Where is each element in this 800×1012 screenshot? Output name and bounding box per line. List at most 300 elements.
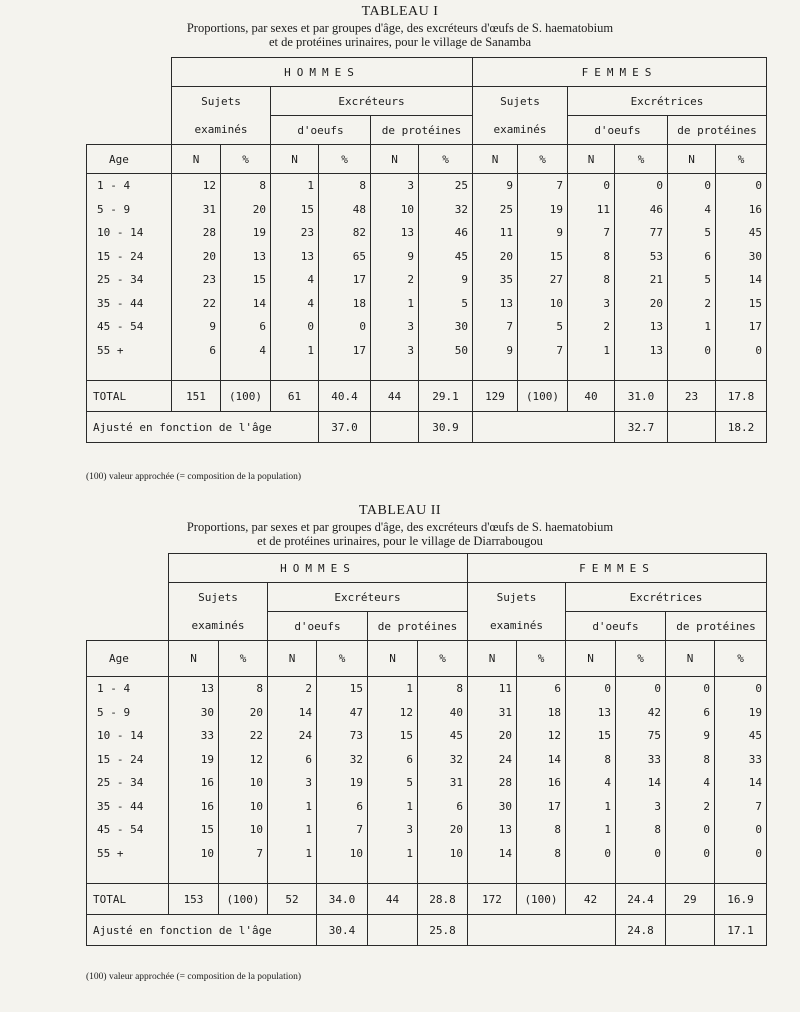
table-2-note: (100) valeur approchée (= composition de la population) [86, 972, 302, 982]
table-row [87, 174, 767, 198]
total-value: 24.4 [616, 884, 666, 915]
value-cell: 4 [271, 268, 319, 292]
value-cell: 10 [219, 818, 268, 842]
value-cell: 1 [268, 795, 317, 819]
adjusted-value: 25.8 [418, 915, 468, 946]
total-value: 172 [468, 884, 517, 915]
value-cell: 2 [668, 292, 716, 316]
table-1-caption-line-1: Proportions, par sexes et par groupes d'âge, des excréteurs d'œufs de S. haematobium [186, 21, 614, 35]
value-cell: 13 [615, 339, 668, 363]
value-cell: 3 [268, 771, 317, 795]
table-row [87, 748, 767, 772]
col-pct: % [221, 145, 271, 174]
value-cell: 73 [317, 724, 368, 748]
oeufs-header: d'oeufs [271, 116, 371, 145]
value-cell: 28 [468, 771, 517, 795]
age-group-cell: 10 - 14 [87, 724, 169, 748]
total-label: TOTAL [87, 381, 172, 412]
value-cell: 9 [518, 221, 568, 245]
table-2 [86, 553, 767, 946]
value-cell: 5 [368, 771, 418, 795]
value-cell: 9 [371, 245, 419, 269]
value-cell: 32 [418, 748, 468, 772]
value-cell: 3 [371, 315, 419, 339]
total-value: 31.0 [615, 381, 668, 412]
adjusted-value: 32.7 [615, 412, 668, 443]
value-cell: 11 [568, 198, 615, 222]
value-cell: 2 [666, 795, 715, 819]
value-cell: 0 [715, 677, 767, 701]
adjusted-value: 24.8 [616, 915, 666, 946]
value-cell: 30 [419, 315, 473, 339]
value-cell: 45 [715, 724, 767, 748]
value-cell: 5 [668, 268, 716, 292]
value-cell: 20 [172, 245, 221, 269]
age-group-cell: 5 - 9 [87, 198, 172, 222]
col-pct: % [418, 641, 468, 677]
value-cell: 0 [715, 842, 767, 866]
col-pct: % [518, 145, 568, 174]
col-age: Age [87, 641, 169, 677]
excretrices-header: Excrétrices [566, 583, 767, 612]
value-cell: 25 [473, 198, 518, 222]
table-row [87, 198, 767, 222]
sujets-header: Sujets [172, 87, 271, 116]
total-value: (100) [221, 381, 271, 412]
col-pct: % [317, 641, 368, 677]
value-cell: 0 [668, 174, 716, 198]
table-row [87, 292, 767, 316]
value-cell: 30 [716, 245, 767, 269]
adjusted-row [87, 915, 767, 946]
table-row [87, 315, 767, 339]
value-cell: 17 [319, 339, 371, 363]
total-value: (100) [517, 884, 566, 915]
table-row [87, 339, 767, 363]
age-group-cell: 1 - 4 [87, 174, 172, 198]
value-cell: 10 [219, 795, 268, 819]
age-group-cell: 25 - 34 [87, 771, 169, 795]
total-value: 153 [169, 884, 219, 915]
total-value: 40.4 [319, 381, 371, 412]
table-2-body [87, 677, 767, 866]
total-value: 151 [172, 381, 221, 412]
value-cell: 7 [219, 842, 268, 866]
value-cell: 13 [271, 245, 319, 269]
table-row [87, 842, 767, 866]
value-cell: 46 [615, 198, 668, 222]
excretrices-header: Excrétrices [568, 87, 767, 116]
value-cell: 19 [518, 198, 568, 222]
value-cell: 3 [568, 292, 615, 316]
examines-header-f: examinés [473, 116, 568, 145]
value-cell: 9 [473, 174, 518, 198]
age-group-cell: 25 - 34 [87, 268, 172, 292]
table-2-caption-line-2: et de protéines urinaires, pour le village de Diarrabougou [257, 534, 543, 548]
value-cell: 4 [221, 339, 271, 363]
table-1-title: TABLEAU I [361, 4, 439, 19]
value-cell: 30 [468, 795, 517, 819]
total-row [87, 381, 767, 412]
value-cell: 40 [418, 701, 468, 725]
value-cell: 14 [716, 268, 767, 292]
value-cell: 8 [568, 268, 615, 292]
value-cell: 20 [221, 198, 271, 222]
total-value: 16.9 [715, 884, 767, 915]
col-pct: % [715, 641, 767, 677]
value-cell: 46 [419, 221, 473, 245]
value-cell: 0 [716, 174, 767, 198]
col-n: N [568, 145, 615, 174]
total-value: 44 [371, 381, 419, 412]
value-cell: 5 [518, 315, 568, 339]
value-cell: 2 [268, 677, 317, 701]
value-cell: 11 [468, 677, 517, 701]
value-cell: 8 [418, 677, 468, 701]
age-group-cell: 5 - 9 [87, 701, 169, 725]
value-cell: 1 [668, 315, 716, 339]
value-cell: 32 [317, 748, 368, 772]
value-cell: 65 [319, 245, 371, 269]
value-cell: 0 [666, 677, 715, 701]
value-cell: 15 [518, 245, 568, 269]
value-cell: 0 [715, 818, 767, 842]
value-cell: 8 [666, 748, 715, 772]
total-value: 29.1 [419, 381, 473, 412]
adjusted-row [87, 412, 767, 443]
value-cell: 24 [268, 724, 317, 748]
table-row [87, 795, 767, 819]
age-group-cell: 45 - 54 [87, 818, 169, 842]
total-value: 42 [566, 884, 616, 915]
adjusted-value: 30.9 [419, 412, 473, 443]
col-n: N [473, 145, 518, 174]
value-cell: 12 [517, 724, 566, 748]
col-n: N [169, 641, 219, 677]
value-cell: 31 [172, 198, 221, 222]
table-row [87, 677, 767, 701]
table-row [87, 221, 767, 245]
col-n: N [172, 145, 221, 174]
value-cell: 23 [271, 221, 319, 245]
value-cell: 6 [268, 748, 317, 772]
value-cell: 15 [317, 677, 368, 701]
value-cell: 15 [271, 198, 319, 222]
col-pct: % [319, 145, 371, 174]
table-row [87, 268, 767, 292]
value-cell: 15 [566, 724, 616, 748]
col-n: N [268, 641, 317, 677]
value-cell: 75 [616, 724, 666, 748]
value-cell: 8 [517, 818, 566, 842]
value-cell: 7 [518, 339, 568, 363]
value-cell: 10 [317, 842, 368, 866]
col-pct: % [419, 145, 473, 174]
value-cell: 11 [473, 221, 518, 245]
col-n: N [271, 145, 319, 174]
value-cell: 1 [566, 818, 616, 842]
table-row [87, 245, 767, 269]
table-1-note: (100) valeur approchée (= composition de la population) [86, 472, 302, 482]
table-2-caption-line-1: Proportions, par sexes et par groupes d'âge, des excréteurs d'œufs de S. haematobium [186, 520, 614, 534]
proteines-header-f: de protéines [668, 116, 767, 145]
value-cell: 10 [169, 842, 219, 866]
value-cell: 45 [716, 221, 767, 245]
value-cell: 1 [368, 842, 418, 866]
value-cell: 16 [169, 795, 219, 819]
total-value: 29 [666, 884, 715, 915]
value-cell: 9 [473, 339, 518, 363]
value-cell: 19 [317, 771, 368, 795]
table-1 [86, 57, 767, 443]
table-row [87, 818, 767, 842]
value-cell: 8 [517, 842, 566, 866]
value-cell: 13 [566, 701, 616, 725]
value-cell: 13 [169, 677, 219, 701]
value-cell: 22 [172, 292, 221, 316]
value-cell: 10 [518, 292, 568, 316]
value-cell: 28 [172, 221, 221, 245]
value-cell: 53 [615, 245, 668, 269]
value-cell: 45 [418, 724, 468, 748]
value-cell: 4 [271, 292, 319, 316]
value-cell: 6 [172, 339, 221, 363]
age-group-cell: 35 - 44 [87, 795, 169, 819]
value-cell: 1 [368, 677, 418, 701]
adjusted-value: 30.4 [317, 915, 368, 946]
value-cell: 0 [568, 174, 615, 198]
proteines-header-f: de protéines [666, 612, 767, 641]
value-cell: 7 [715, 795, 767, 819]
value-cell: 13 [468, 818, 517, 842]
value-cell: 6 [517, 677, 566, 701]
value-cell: 7 [568, 221, 615, 245]
value-cell: 5 [668, 221, 716, 245]
value-cell: 14 [616, 771, 666, 795]
value-cell: 4 [666, 771, 715, 795]
value-cell: 25 [419, 174, 473, 198]
age-group-cell: 45 - 54 [87, 315, 172, 339]
value-cell: 24 [468, 748, 517, 772]
value-cell: 0 [666, 842, 715, 866]
value-cell: 6 [221, 315, 271, 339]
value-cell: 1 [268, 818, 317, 842]
value-cell: 13 [615, 315, 668, 339]
col-pct: % [517, 641, 566, 677]
value-cell: 20 [473, 245, 518, 269]
value-cell: 20 [418, 818, 468, 842]
col-pct: % [616, 641, 666, 677]
value-cell: 50 [419, 339, 473, 363]
value-cell: 3 [371, 339, 419, 363]
value-cell: 27 [518, 268, 568, 292]
value-cell: 12 [219, 748, 268, 772]
total-value: 52 [268, 884, 317, 915]
femmes-header: FEMMES [473, 58, 767, 87]
age-group-cell: 55 + [87, 842, 169, 866]
table-1-caption-line-2: et de protéines urinaires, pour le village de Sanamba [268, 35, 532, 49]
total-row [87, 884, 767, 915]
value-cell: 10 [418, 842, 468, 866]
value-cell: 30 [169, 701, 219, 725]
total-value: 17.8 [716, 381, 767, 412]
value-cell: 0 [666, 818, 715, 842]
total-value: 34.0 [317, 884, 368, 915]
value-cell: 9 [172, 315, 221, 339]
value-cell: 3 [616, 795, 666, 819]
value-cell: 1 [271, 174, 319, 198]
value-cell: 47 [317, 701, 368, 725]
value-cell: 16 [517, 771, 566, 795]
col-age: Age [87, 145, 172, 174]
value-cell: 20 [468, 724, 517, 748]
proteines-header: de protéines [371, 116, 473, 145]
value-cell: 31 [468, 701, 517, 725]
col-n: N [566, 641, 616, 677]
hommes-header: HOMMES [172, 58, 473, 87]
value-cell: 0 [668, 339, 716, 363]
femmes-header: FEMMES [468, 554, 767, 583]
value-cell: 10 [371, 198, 419, 222]
total-value: 61 [271, 381, 319, 412]
value-cell: 0 [271, 315, 319, 339]
value-cell: 22 [219, 724, 268, 748]
value-cell: 0 [616, 842, 666, 866]
table-2-title: TABLEAU II [358, 503, 442, 518]
age-group-cell: 35 - 44 [87, 292, 172, 316]
value-cell: 17 [517, 795, 566, 819]
value-cell: 3 [371, 174, 419, 198]
value-cell: 6 [666, 701, 715, 725]
value-cell: 0 [566, 842, 616, 866]
col-n: N [666, 641, 715, 677]
adjusted-value: 37.0 [319, 412, 371, 443]
total-value: (100) [219, 884, 268, 915]
total-label: TOTAL [87, 884, 169, 915]
col-n: N [468, 641, 517, 677]
examines-header-f: examinés [468, 612, 566, 641]
value-cell: 20 [219, 701, 268, 725]
oeufs-header-f: d'oeufs [566, 612, 666, 641]
value-cell: 23 [172, 268, 221, 292]
value-cell: 14 [715, 771, 767, 795]
col-pct: % [219, 641, 268, 677]
value-cell: 2 [371, 268, 419, 292]
value-cell: 6 [418, 795, 468, 819]
value-cell: 8 [566, 748, 616, 772]
value-cell: 33 [616, 748, 666, 772]
value-cell: 1 [271, 339, 319, 363]
value-cell: 9 [419, 268, 473, 292]
value-cell: 18 [319, 292, 371, 316]
value-cell: 5 [419, 292, 473, 316]
age-group-cell: 1 - 4 [87, 677, 169, 701]
age-group-cell: 55 + [87, 339, 172, 363]
value-cell: 0 [616, 677, 666, 701]
value-cell: 1 [371, 292, 419, 316]
value-cell: 19 [221, 221, 271, 245]
value-cell: 33 [715, 748, 767, 772]
sujets-header: Sujets [169, 583, 268, 612]
value-cell: 13 [221, 245, 271, 269]
value-cell: 13 [473, 292, 518, 316]
adjusted-label: Ajusté en fonction de l'âge [87, 915, 317, 946]
total-value: 129 [473, 381, 518, 412]
value-cell: 32 [419, 198, 473, 222]
value-cell: 17 [716, 315, 767, 339]
value-cell: 8 [568, 245, 615, 269]
age-group-cell: 15 - 24 [87, 748, 169, 772]
value-cell: 35 [473, 268, 518, 292]
value-cell: 8 [219, 677, 268, 701]
excreteurs-header: Excréteurs [271, 87, 473, 116]
value-cell: 2 [568, 315, 615, 339]
value-cell: 3 [368, 818, 418, 842]
total-value: 28.8 [418, 884, 468, 915]
value-cell: 20 [615, 292, 668, 316]
value-cell: 15 [221, 268, 271, 292]
total-value: 23 [668, 381, 716, 412]
examines-header: examinés [169, 612, 268, 641]
hommes-header: HOMMES [169, 554, 468, 583]
value-cell: 4 [668, 198, 716, 222]
value-cell: 0 [615, 174, 668, 198]
value-cell: 10 [219, 771, 268, 795]
value-cell: 17 [319, 268, 371, 292]
value-cell: 7 [518, 174, 568, 198]
value-cell: 1 [566, 795, 616, 819]
total-value: (100) [518, 381, 568, 412]
value-cell: 16 [169, 771, 219, 795]
value-cell: 1 [268, 842, 317, 866]
excreteurs-header: Excréteurs [268, 583, 468, 612]
value-cell: 19 [169, 748, 219, 772]
value-cell: 42 [616, 701, 666, 725]
age-group-cell: 10 - 14 [87, 221, 172, 245]
value-cell: 12 [172, 174, 221, 198]
value-cell: 48 [319, 198, 371, 222]
total-value: 40 [568, 381, 615, 412]
col-n: N [668, 145, 716, 174]
value-cell: 13 [371, 221, 419, 245]
age-group-cell: 15 - 24 [87, 245, 172, 269]
col-pct: % [615, 145, 668, 174]
table-row [87, 701, 767, 725]
value-cell: 31 [418, 771, 468, 795]
value-cell: 1 [368, 795, 418, 819]
value-cell: 19 [715, 701, 767, 725]
examines-header: examinés [172, 116, 271, 145]
value-cell: 18 [517, 701, 566, 725]
value-cell: 14 [468, 842, 517, 866]
col-pct: % [716, 145, 767, 174]
value-cell: 14 [268, 701, 317, 725]
value-cell: 77 [615, 221, 668, 245]
table-row [87, 724, 767, 748]
value-cell: 14 [517, 748, 566, 772]
oeufs-header-f: d'oeufs [568, 116, 668, 145]
value-cell: 33 [169, 724, 219, 748]
value-cell: 0 [566, 677, 616, 701]
value-cell: 8 [319, 174, 371, 198]
proteines-header: de protéines [368, 612, 468, 641]
value-cell: 7 [317, 818, 368, 842]
adjusted-value: 18.2 [716, 412, 767, 443]
value-cell: 4 [566, 771, 616, 795]
value-cell: 0 [716, 339, 767, 363]
col-n: N [368, 641, 418, 677]
value-cell: 1 [568, 339, 615, 363]
